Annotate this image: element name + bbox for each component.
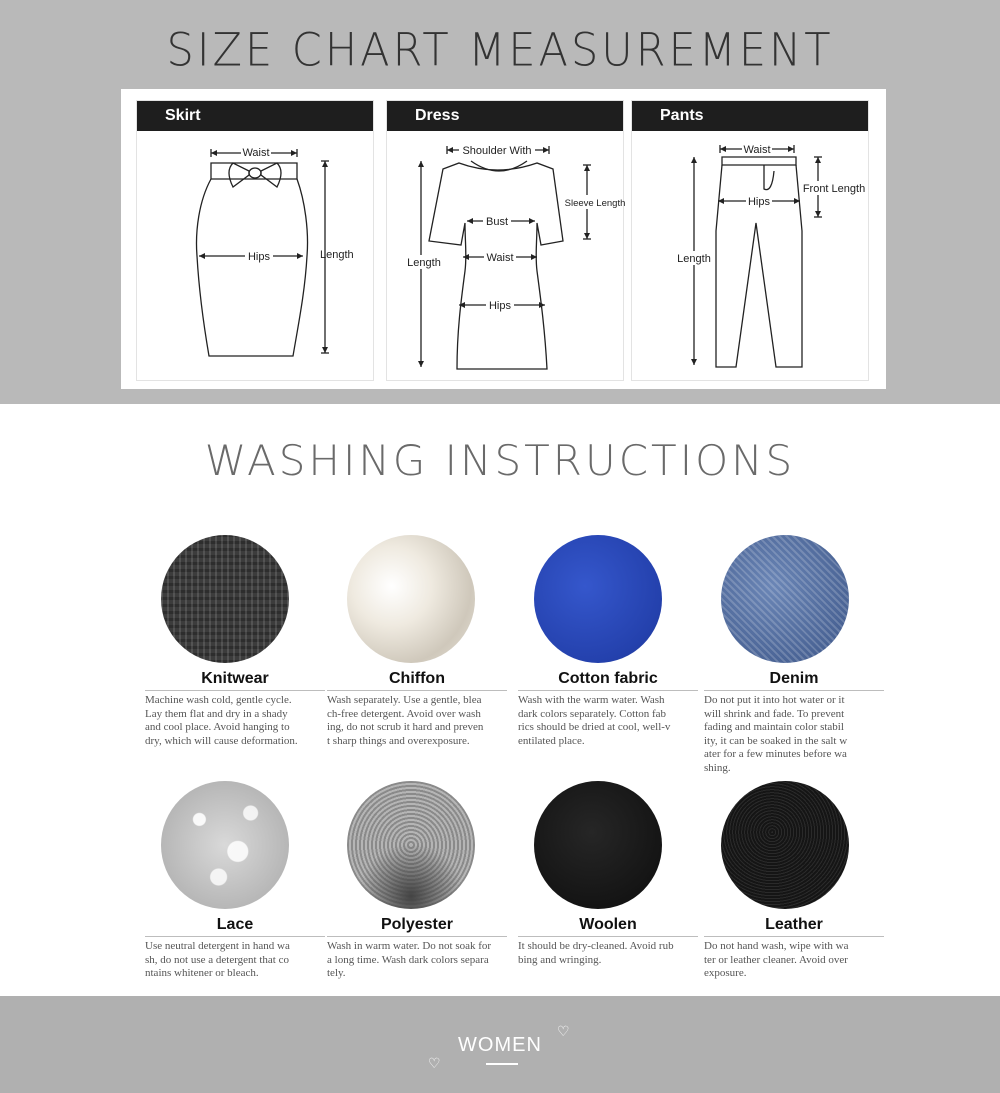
fabric-swatch-image bbox=[347, 535, 475, 663]
fabric-divider bbox=[327, 936, 507, 937]
fabric-name: Leather bbox=[765, 916, 823, 933]
pants-hips-label: Hips bbox=[747, 196, 771, 208]
fabric-name: Polyester bbox=[380, 916, 454, 933]
fabric-care-text: Wash in warm water. Do not soak for a long time. Wash dark colors separa tely. bbox=[327, 940, 492, 979]
fabric-care-text: Wash separately. Use a gentle, blea ch-free detergent. Avoid over wash ing, do not scrub it hard and preven t sharp things and overexposure. bbox=[327, 694, 484, 747]
fabric-name: Denim bbox=[769, 670, 819, 687]
dress-hips-label: Hips bbox=[488, 300, 512, 312]
fabric-divider bbox=[145, 936, 325, 937]
skirt-length-label: Length bbox=[320, 249, 354, 261]
footer-banner bbox=[0, 996, 1000, 1093]
pants-length-label: Length bbox=[677, 253, 711, 265]
fabric-swatch-image bbox=[347, 781, 475, 909]
pants-header: Pants bbox=[632, 101, 868, 131]
dress-card bbox=[386, 100, 624, 381]
fabric-name: Woolen bbox=[579, 916, 637, 933]
size-chart-title: SIZE CHART MEASUREMENT bbox=[166, 24, 834, 78]
fabric-name: Cotton fabric bbox=[558, 670, 658, 687]
fabric-divider bbox=[704, 690, 884, 691]
fabric-divider bbox=[145, 690, 325, 691]
women-underline bbox=[486, 1063, 518, 1065]
fabric-swatch-image bbox=[534, 781, 662, 909]
women-label: WOMEN bbox=[458, 1034, 542, 1056]
dress-sleeve-label: Sleeve Length bbox=[564, 198, 625, 209]
dress-bust-label: Bust bbox=[485, 216, 509, 228]
skirt-header: Skirt bbox=[137, 101, 373, 131]
heart-icon: ♡ bbox=[428, 1056, 441, 1072]
pants-waist-label: Waist bbox=[743, 144, 771, 156]
fabric-swatch-image bbox=[161, 781, 289, 909]
pants-card bbox=[631, 100, 869, 381]
pants-diagram bbox=[632, 131, 870, 381]
fabric-name: Chiffon bbox=[389, 670, 445, 687]
fabric-care-text: Machine wash cold, gentle cycle. Lay them flat and dry in a shady and cool place. Avoid hanging to dry, which will cause deformation. bbox=[145, 694, 298, 747]
fabric-name: Lace bbox=[216, 916, 254, 933]
skirt-hips-label: Hips bbox=[247, 251, 271, 263]
fabric-divider bbox=[518, 936, 698, 937]
dress-header: Dress bbox=[387, 101, 623, 131]
dress-waist-label: Waist bbox=[486, 252, 514, 264]
fabric-swatch-image bbox=[534, 535, 662, 663]
dress-diagram bbox=[387, 131, 625, 381]
size-chart-section bbox=[0, 0, 1000, 404]
dress-shoulder-label: Shoulder With bbox=[462, 145, 532, 157]
pants-front-length-label: Front Length bbox=[802, 183, 866, 195]
heart-icon: ♡ bbox=[557, 1024, 570, 1040]
fabric-swatch-image bbox=[721, 781, 849, 909]
skirt-card bbox=[136, 100, 374, 381]
fabric-divider bbox=[327, 690, 507, 691]
fabric-divider bbox=[704, 936, 884, 937]
size-chart-panel bbox=[121, 89, 886, 389]
fabric-care-text: It should be dry-cleaned. Avoid rub bing and wringing. bbox=[518, 940, 674, 966]
fabric-care-text: Do not hand wash, wipe with wa ter or leather cleaner. Avoid over exposure. bbox=[704, 940, 849, 979]
skirt-waist-label: Waist bbox=[242, 147, 270, 159]
fabric-divider bbox=[518, 690, 698, 691]
dress-length-label: Length bbox=[407, 257, 441, 269]
fabric-swatch-image bbox=[161, 535, 289, 663]
fabric-care-text: Do not put it into hot water or it will shrink and fade. To prevent fading and maintain color stabil ity, it can be soaked in the salt w ater for a few minutes before wa shing. bbox=[704, 694, 848, 774]
fabric-name: Knitwear bbox=[201, 670, 269, 687]
washing-title: WASHING INSTRUCTIONS bbox=[204, 436, 796, 485]
fabric-care-text: Use neutral detergent in hand wa sh, do not use a detergent that co ntains whitener or bleach. bbox=[145, 940, 290, 979]
skirt-diagram bbox=[137, 131, 375, 381]
fabric-swatch-image bbox=[721, 535, 849, 663]
fabric-care-text: Wash with the warm water. Wash dark colors separately. Cotton fab rics should be dried at cool, well-v entilated place. bbox=[518, 694, 671, 747]
